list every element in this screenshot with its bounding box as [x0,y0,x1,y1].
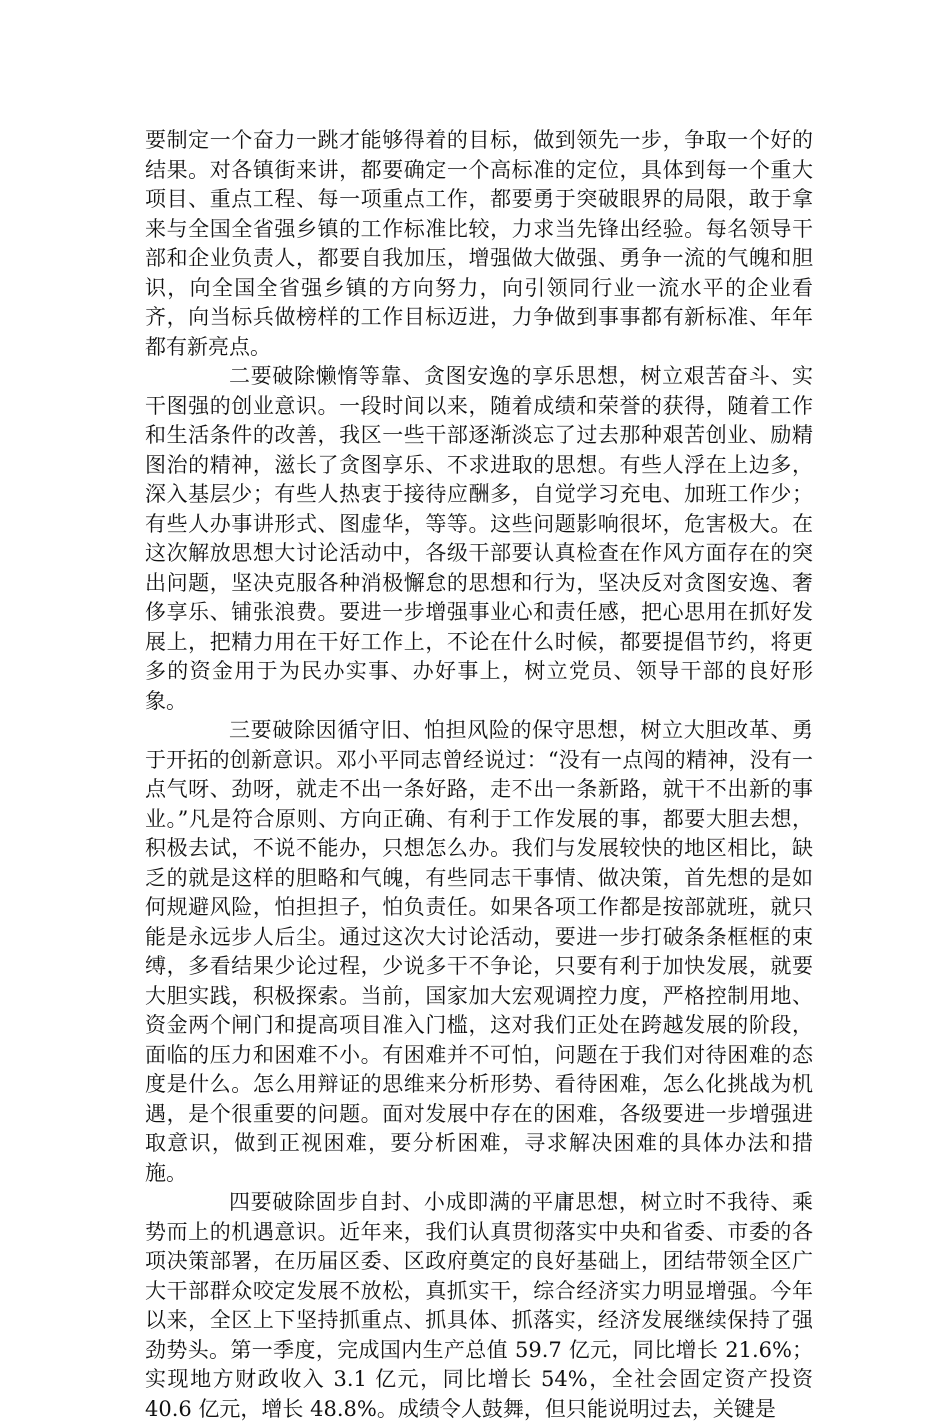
document-body [145,126,813,1424]
paragraph-third-point: 三要破除因循守旧、怕担风险的保守思想，树立大胆改革、勇于开拓的创新意识。邓小平同志曾经说过：“没有一点闯的精神，没有一点气呀、劲呀，就走不出一条好路，走不出一条新路，就干不出新的事业。”凡是符合原则、方向正确、有利于工作发展的事，都要大胆去想，积极去试，不说不能办，只想怎么办。我们与发展较快的地区相比，缺乏的就是这样的胆略和气魄，有些同志干事情、做决策，首先想的是如何规避风险，怕担担子，怕负责任。如果各项工作都是按部就班，就只能是永远步人后尘。通过这次大讨论活动，要进一步打破条条框框的束缚，多看结果少论过程，少说多干不争论，只要有利于加快发展，就要大胆实践，积极探索。当前，国家加大宏观调控力度，严格控制用地、资金两个闸门和提高项目准入门槛，这对我们正处在跨越发展的阶段，面临的压力和困难不小。有困难并不可怕，问题在于我们对待困难的态度是什么。怎么用辩证的思维来分析形势、看待困难，怎么化挑战为机遇，是个很重要的问题。面对发展中存在的困难，各级要进一步增强进取意识，做到正视困难，要分析困难，寻求解决困难的具体办法和措施。 [145,718,813,1185]
paragraph-second-point: 二要破除懒惰等靠、贪图安逸的享乐思想，树立艰苦奋斗、实干图强的创业意识。一段时间以来，随着成绩和荣誉的获得，随着工作和生活条件的改善，我区一些干部逐渐淡忘了过去那种艰苦创业、励精图治的精神，滋长了贪图享乐、不求进取的思想。有些人浮在上边多，深入基层少；有些人热衷于接待应酬多，自觉学习充电、加班工作少；有些人办事讲形式、图虚华，等等。这些问题影响很坏，危害极大。在这次解放思想大讨论活动中，各级干部要认真检查在作风方面存在的突出问题，坚决克服各种消极懈怠的思想和行为，坚决反对贪图安逸、奢侈享乐、铺张浪费。要进一步增强事业心和责任感，把心思用在抓好发展上，把精力用在干好工作上，不论在什么时候，都要提倡节约，将更多的资金用于为民办实事、办好事上，树立党员、领导干部的良好形象。 [145,364,813,713]
paragraph-continuation: 要制定一个奋力一跳才能够得着的目标，做到领先一步，争取一个好的结果。对各镇街来讲，都要确定一个高标准的定位，具体到每一个重大项目、重点工程、每一项重点工作，都要勇于突破眼界的局限，敢于拿来与全国全省强乡镇的工作标准比较，力求当先锋出经验。每名领导干部和企业负责人，都要自我加压，增强做大做强、勇争一流的气魄和胆识，向全国全省强乡镇的方向努力，向引领同行业一流水平的企业看齐，向当标兵做榜样的工作目标迈进，力争做到事事都有新标准、年年都有新亮点。 [145,128,813,359]
paragraph-fourth-point: 四要破除固步自封、小成即满的平庸思想，树立时不我待、乘势而上的机遇意识。近年来，我们认真贯彻落实中央和省委、市委的各项决策部署，在历届区委、区政府奠定的良好基础上，团结带领全区广大干部群众咬定发展不放松，真抓实干，综合经济实力明显增强。今年以来，全区上下坚持抓重点、抓具体、抓落实，经济发展继续保持了强劲势头。第一季度，完成国内生产总值 59.7 亿元，同比增长 21.6%；实现地方财政收入 3.1 亿元，同比增长 54%，全社会固定资产投资 40.6 亿元，增长 48.8%。成绩令人鼓舞，但只能说明过去，关键是 [145,1190,813,1421]
